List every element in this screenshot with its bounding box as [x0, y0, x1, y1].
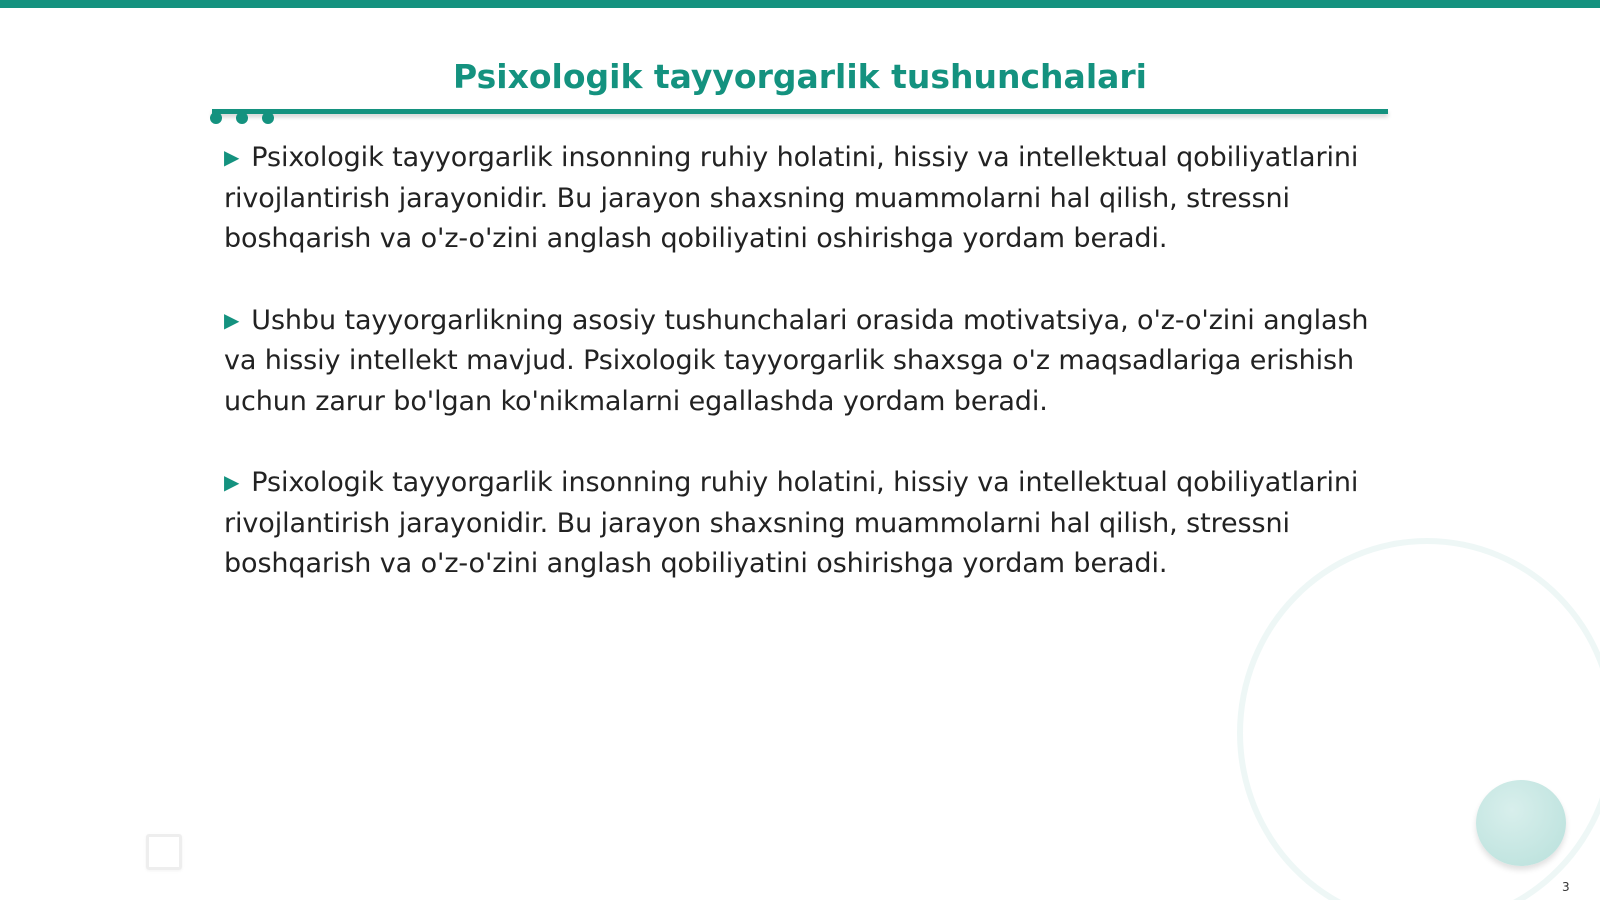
bullet-text: Psixologik tayyorgarlik insonning ruhiy holatini, hissiy va intellektual qobiliyatlarini rivojlantirish jarayonidir. Bu jarayon shaxsning muammolarni hal qilish, stressni boshqarish va o'z-o'zini anglash qobiliyatini oshirishga yordam beradi.	[224, 142, 1359, 254]
bullet-item	[224, 137, 1384, 260]
slide-title: Psixologik tayyorgarlik tushunchalari	[453, 57, 1147, 96]
title-underline	[212, 109, 1388, 114]
triangle-right-icon: ▶	[224, 307, 240, 332]
decor-dot	[210, 112, 222, 124]
bullet-text: Psixologik tayyorgarlik insonning ruhiy holatini, hissiy va intellektual qobiliyatlarini rivojlantirish jarayonidir. Bu jarayon shaxsning muammolarni hal qilish, stressni boshqarish va o'z-o'zini anglash qobiliyatini oshirishga yordam beradi.	[224, 467, 1359, 579]
decor-dot	[262, 112, 274, 124]
decor-bubble	[1476, 780, 1566, 866]
bullet-item	[224, 462, 1384, 585]
triangle-right-icon: ▶	[224, 470, 240, 494]
page-number: 3	[1562, 880, 1570, 894]
bullet-item	[224, 300, 1384, 423]
bullet-text: Ushbu tayyorgarlikning asosiy tushunchalari orasida motivatsiya, o'z-o'zini anglash va hissiy intellekt mavjud. Psixologik tayyorgarlik shaxsga o'z maqsadlariga erishish uchun zarur bo'lgan ko'nikmalarni egallashda yordam beradi.	[224, 304, 1369, 417]
decor-square	[146, 834, 182, 870]
decor-dot	[236, 112, 248, 124]
triangle-right-icon: ▶	[224, 145, 240, 169]
top-accent-bar	[0, 0, 1600, 8]
bullet-list	[224, 137, 1384, 625]
